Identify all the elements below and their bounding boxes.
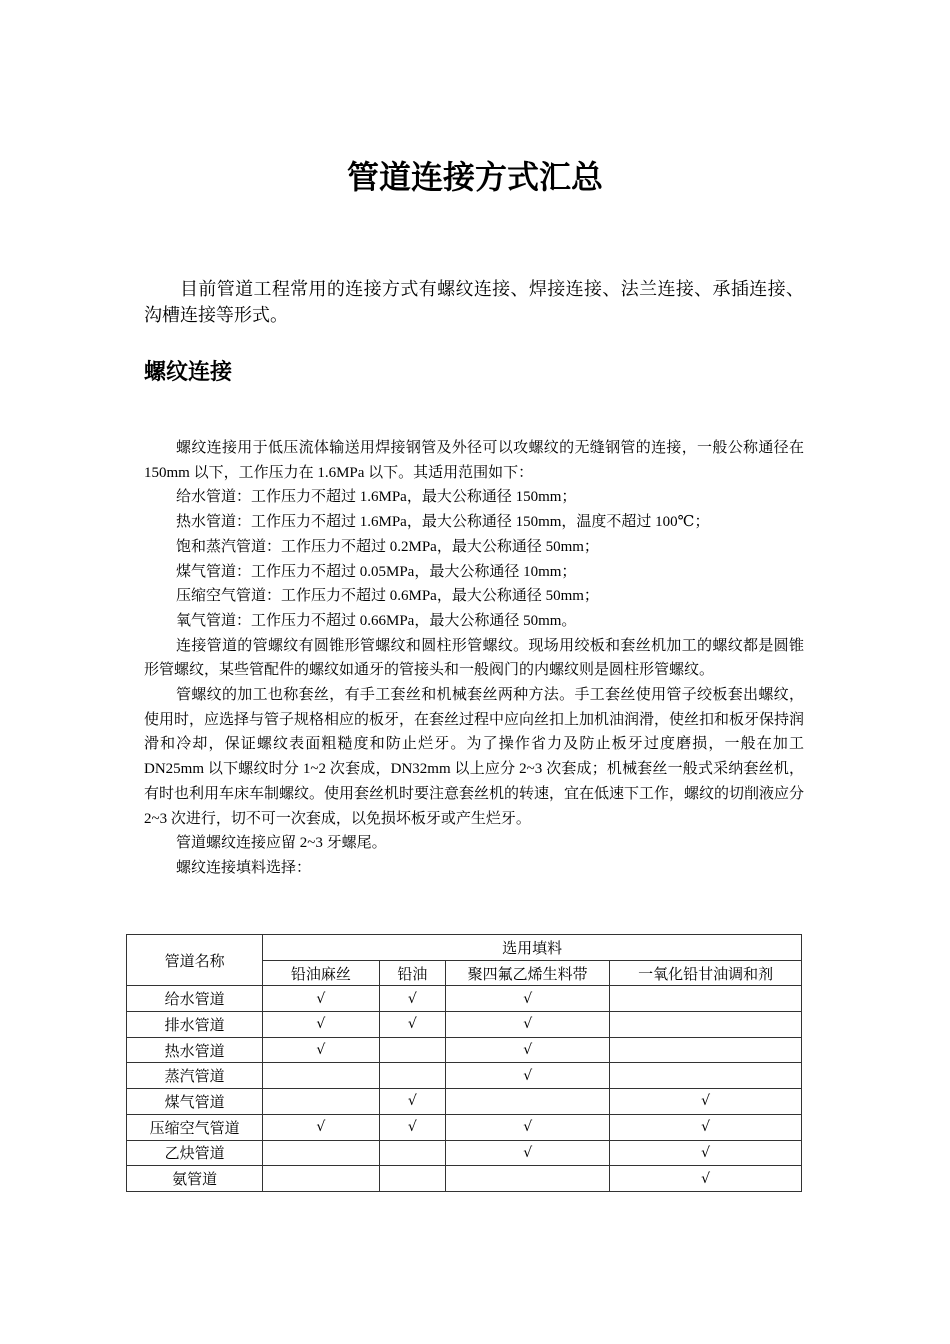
- check-cell: √: [263, 1012, 379, 1038]
- pipe-name: 蒸汽管道: [127, 1063, 263, 1089]
- header-col: 铅油麻丝: [263, 960, 379, 986]
- header-filler-group: 选用填料: [263, 935, 802, 961]
- header-pipe-name: 管道名称: [127, 935, 263, 986]
- check-cell: √: [610, 1114, 802, 1140]
- check-cell: [263, 1140, 379, 1166]
- table-row: [127, 1012, 802, 1038]
- pipe-name: 乙炔管道: [127, 1140, 263, 1166]
- pipe-name: 给水管道: [127, 986, 263, 1012]
- table-row: [127, 1063, 802, 1089]
- table-row: [127, 1140, 802, 1166]
- header-col: 聚四氟乙烯生料带: [446, 960, 610, 986]
- check-cell: [263, 1089, 379, 1115]
- check-cell: [263, 1063, 379, 1089]
- pipe-name: 煤气管道: [127, 1089, 263, 1115]
- intro-paragraph: 目前管道工程常用的连接方式有螺纹连接、焊接连接、法兰连接、承插连接、沟槽连接等形式。: [144, 279, 804, 325]
- header-col: 一氧化铅甘油调和剂: [610, 960, 802, 986]
- paragraph: 管螺纹的加工也称套丝，有手工套丝和机械套丝两种方法。手工套丝使用管子绞板套出螺纹，使用时，应选择与管子规格相应的板牙，在套丝过程中应向丝扣上加机油润滑，使丝扣和板牙保持润滑和冷却，保证螺纹表面粗糙度和防止烂牙。为了操作省力及防止板牙过度磨损，一般在加工 DN25mm 以下螺纹时分 1~2 次套成，DN32mm 以上应分 2~3 次套成；机械套丝一般式采纳套丝机，有时也利用车床车制螺纹。使用套丝机时要注意套丝机的转速，宜在低速下工作，螺纹的切削液应分 2~3 次进行，切不可一次套成，以免损坏板牙或产生烂牙。: [144, 687, 805, 827]
- check-cell: √: [379, 1114, 446, 1140]
- check-cell: [610, 986, 802, 1012]
- header-col: 铅油: [379, 960, 446, 986]
- check-cell: [610, 1063, 802, 1089]
- paragraph: 给水管道：工作压力不超过 1.6MPa，最大公称通径 150mm；: [176, 489, 577, 506]
- paragraph: 螺纹连接填料选择：: [176, 859, 312, 876]
- check-cell: [446, 1166, 610, 1192]
- table-row: [127, 1114, 802, 1140]
- filler-selection-table: [126, 934, 802, 1192]
- check-cell: √: [446, 986, 610, 1012]
- check-cell: √: [446, 1037, 610, 1063]
- check-cell: √: [263, 1114, 379, 1140]
- paragraph: 管道螺纹连接应留 2~3 牙螺尾。: [176, 835, 387, 852]
- check-cell: √: [379, 986, 446, 1012]
- pipe-name: 氨管道: [127, 1166, 263, 1192]
- paragraph: 压缩空气管道：工作压力不超过 0.6MPa，最大公称通径 50mm；: [176, 588, 599, 605]
- paragraph: 螺纹连接用于低压流体输送用焊接钢管及外径可以攻螺纹的无缝钢管的连接，一般公称通径在 150mm 以下，工作压力在 1.6MPa 以下。其适用范围如下：: [144, 440, 804, 481]
- table-header-row: [127, 935, 802, 961]
- check-cell: √: [446, 1114, 610, 1140]
- check-cell: [379, 1063, 446, 1089]
- pipe-name: 热水管道: [127, 1037, 263, 1063]
- check-cell: [263, 1166, 379, 1192]
- check-cell: √: [610, 1140, 802, 1166]
- check-cell: √: [379, 1012, 446, 1038]
- paragraph: 饱和蒸汽管道：工作压力不超过 0.2MPa，最大公称通径 50mm；: [176, 538, 599, 555]
- check-cell: [446, 1089, 610, 1115]
- paragraph: 煤气管道：工作压力不超过 0.05MPa，最大公称通径 10mm；: [176, 563, 577, 580]
- check-cell: √: [446, 1012, 610, 1038]
- paragraph: 氧气管道：工作压力不超过 0.66MPa，最大公称通径 50mm。: [176, 612, 577, 629]
- paragraph: 热水管道：工作压力不超过 1.6MPa，最大公称通径 150mm，温度不超过 100℃；: [176, 514, 710, 531]
- table-row: [127, 1037, 802, 1063]
- check-cell: [379, 1037, 446, 1063]
- table-row: [127, 1166, 802, 1192]
- pipe-name: 排水管道: [127, 1012, 263, 1038]
- check-cell: √: [263, 1037, 379, 1063]
- paragraph: 连接管道的管螺纹有圆锥形管螺纹和圆柱形管螺纹。现场用绞板和套丝机加工的螺纹都是圆锥形管螺纹，某些管配件的螺纹如通牙的管接头和一般阀门的内螺纹则是圆柱形管螺纹。: [144, 637, 804, 679]
- check-cell: √: [446, 1063, 610, 1089]
- check-cell: √: [610, 1089, 802, 1115]
- section-heading: 螺纹连接: [144, 360, 233, 385]
- check-cell: [379, 1166, 446, 1192]
- check-cell: √: [379, 1089, 446, 1115]
- section-body: [144, 436, 804, 881]
- check-cell: √: [610, 1166, 802, 1192]
- check-cell: [610, 1012, 802, 1038]
- pipe-name: 压缩空气管道: [127, 1114, 263, 1140]
- check-cell: √: [446, 1140, 610, 1166]
- check-cell: [610, 1037, 802, 1063]
- document-title: 管道连接方式汇总: [346, 158, 603, 196]
- table-row: [127, 1089, 802, 1115]
- check-cell: √: [263, 986, 379, 1012]
- check-cell: [379, 1140, 446, 1166]
- table-row: [127, 986, 802, 1012]
